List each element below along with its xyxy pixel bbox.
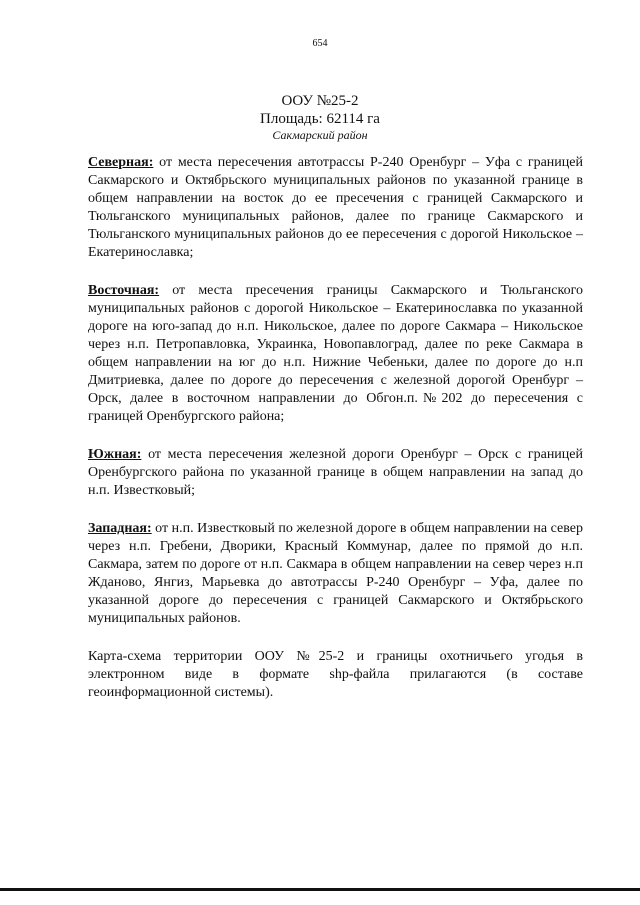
- west-boundary-label: Западная:: [88, 521, 152, 536]
- map-note-paragraph: Карта-схема территории ООУ №25-2 и границы охотничьего угодья в электронном виде в формате shp-файла прилагаются (в составе геоинформационной системы).: [88, 649, 583, 700]
- document-header: [0, 92, 640, 143]
- footer-rule: [0, 888, 640, 891]
- west-boundary-text: от н.п. Известковый по железной дороге в общем направлении на север через н.п. Гребени, Дворики, Красный Коммунар, далее по прямой до н.п. Сакмара, затем по дороге от н.п. Сакмара в общем направлении на север через н.п Жданово, Янгиз, Марьевка до автотрассы Р-240 Оренбург – Уфа, далее по указанной дороге до пересечения с границей Сакмарского и Октябрьского муниципальных районов.: [88, 521, 583, 626]
- area-line: Площадь: 62114 га: [260, 111, 380, 127]
- east-boundary-text: от места пресечения границы Сакмарского и Тюльганского муниципальных районов с дорогой Никольское – Екатеринославка по указанной дороге на юго-запад до н.п. Никольское, далее по дороге Сакмара – Никольское через н.п. Петропавловка, Украинка, Новопавлоград, далее по реке Сакмара в общем направлении на юг до н.п. Нижние Чебеньки, далее по дороге до н.п Дмитриевка, далее по дороге до пересечения с железной дорогой Оренбург – Орск, далее в восточном направлении до Обгон.п.№202 до пересечения с границей Оренбургского района;: [88, 283, 583, 424]
- east-boundary-label: Восточная:: [88, 283, 160, 298]
- north-boundary-label: Северная:: [88, 155, 154, 170]
- north-boundary-paragraph: [88, 154, 583, 262]
- document-title: ООУ №25-2: [281, 93, 359, 109]
- west-boundary-paragraph: [88, 520, 583, 628]
- south-boundary-label: Южная:: [88, 447, 142, 462]
- east-boundary-paragraph: [88, 282, 583, 426]
- south-boundary-paragraph: [88, 446, 583, 500]
- district-name: Сакмарский район: [272, 128, 368, 142]
- page-number: 654: [312, 38, 328, 49]
- boundary-description: [88, 154, 583, 722]
- north-boundary-text: от места пересечения автотрассы Р-240 Оренбург – Уфа с границей Сакмарского и Октябрьского муниципальных районов по указанной границе в общем направлении на восток до ее пресечения с границей Сакмарского и Тюльганского муниципальных районов, далее по границе Сакмарского и Тюльганского муниципальных районов до ее пересечения с дорогой Никольское – Екатеринославка;: [88, 155, 583, 260]
- south-boundary-text: от места пересечения железной дороги Оренбург – Орск с границей Оренбургского района по указанной границе в общем направлении на запад до н.п. Известковый;: [88, 447, 583, 498]
